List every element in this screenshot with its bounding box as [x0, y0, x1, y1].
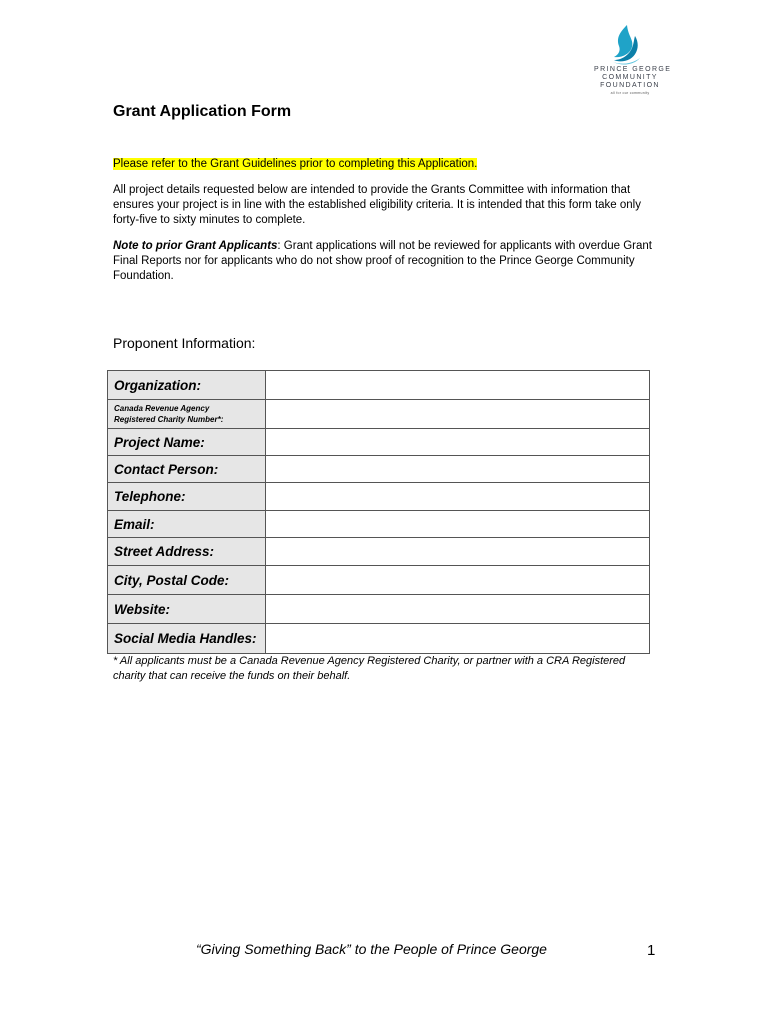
logo-tagline: all for our community [610, 91, 650, 95]
guidelines-highlight: Please refer to the Grant Guidelines prior to completing this Application. [113, 158, 478, 170]
foundation-logo [594, 24, 672, 114]
field-label: Social Media Handles: [108, 624, 266, 654]
email-field[interactable] [266, 511, 650, 538]
table-row [108, 538, 650, 566]
website-field[interactable] [266, 595, 650, 624]
flame-logo-icon [610, 24, 642, 66]
prior-applicants-text: : Grant applications will not be reviewed for applicants with overdue Grant Final Reports nor for applicants who do not show proof of recognition to the Prince George Community Foundation. [113, 240, 653, 282]
table-row [108, 456, 650, 483]
telephone-field[interactable] [266, 483, 650, 511]
intro-paragraph: All project details requested below are intended to provide the Grants Committee with information that ensures your project is in line with the established eligibility criteria. It is intended that this form take only forty-five to sixty minutes to complete. [113, 184, 641, 226]
prior-applicants-note [113, 239, 659, 284]
charity-number-label: Canada Revenue Agency Registered Charity Number*: [114, 404, 224, 424]
logo-line-3: FOUNDATION [600, 82, 660, 89]
logo-line-1: PRINCE GEORGE [594, 66, 672, 73]
field-label: Street Address: [108, 538, 266, 566]
table-row [108, 566, 650, 595]
table-row [108, 595, 650, 624]
field-label: Email: [108, 511, 266, 538]
field-label: Project Name: [108, 429, 266, 456]
table-row [108, 483, 650, 511]
table-row [108, 624, 650, 654]
street-address-field[interactable] [266, 538, 650, 566]
section-title: Proponent Information: [113, 335, 256, 351]
field-label: City, Postal Code: [108, 566, 266, 595]
organization-field[interactable] [266, 371, 650, 400]
page-footer: “Giving Something Back” to the People of Prince George [196, 941, 547, 957]
field-label: Organization: [108, 371, 266, 400]
charity-number-field[interactable] [266, 400, 650, 429]
table-row [108, 400, 650, 429]
table-row [108, 429, 650, 456]
field-label: Website: [108, 595, 266, 624]
social-media-field[interactable] [266, 624, 650, 654]
guidelines-note [113, 157, 659, 172]
field-label: Contact Person: [108, 456, 266, 483]
table-row [108, 511, 650, 538]
proponent-info-table [107, 370, 650, 654]
contact-person-field[interactable] [266, 456, 650, 483]
city-postal-field[interactable] [266, 566, 650, 595]
field-label: Telephone: [108, 483, 266, 511]
field-label [108, 400, 266, 429]
logo-line-2: COMMUNITY [602, 74, 658, 81]
project-name-field[interactable] [266, 429, 650, 456]
prior-applicants-label: Note to prior Grant Applicants [113, 240, 278, 252]
page-number: 1 [647, 942, 656, 959]
charity-footnote: * All applicants must be a Canada Revenue Agency Registered Charity, or partner with a CRA Registered charity that can receive the funds on their behalf. [113, 655, 626, 682]
table-row [108, 371, 650, 400]
form-title: Grant Application Form [113, 103, 292, 120]
